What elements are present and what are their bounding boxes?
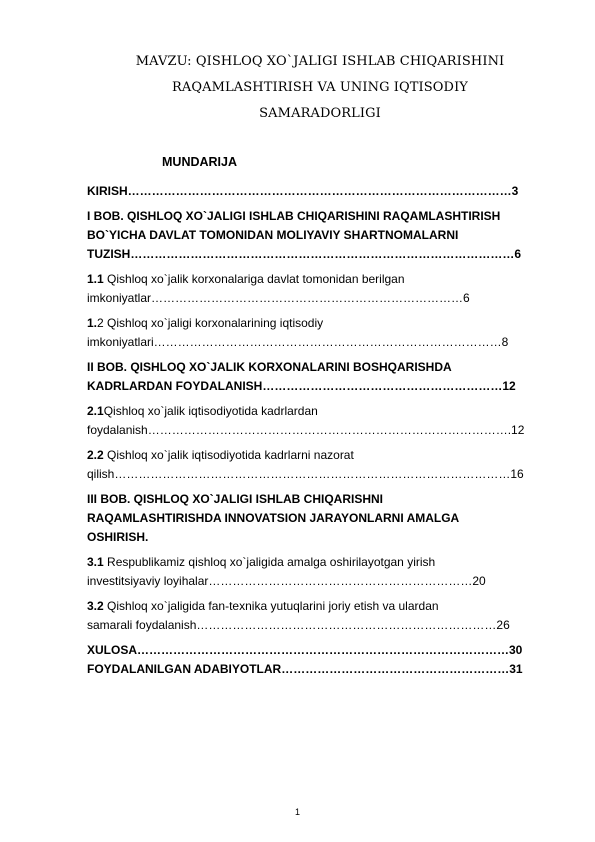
title-line: SAMARADORLIGI [259,106,381,121]
toc-entry-section-3-2 [87,597,557,635]
title-line: MAVZU: QISHLOQ XO`JALIGI ISHLAB CHIQARISHINI [135,54,505,69]
toc-line: foydalanish……………………………………………………………………………….12 [87,423,525,437]
toc-line: RAQAMLASHTIRISHDA INNOVATSION JARAYONLARNI AMALGA [87,511,460,525]
table-of-contents [87,182,557,679]
toc-line: Qishloq xo`jalik iqtisodiyotida kadrlarni nazorat [107,448,354,462]
toc-entry-section-3-1 [87,553,557,591]
section-number: 3.2 [87,599,104,613]
section-number: 1.1 [87,272,104,286]
toc-line: Qishloq xo`jalik korxonalariga davlat tomonidan berilgan [107,272,405,286]
contents-heading: MUNDARIJA [162,155,237,169]
section-number: 2.1 [87,404,104,418]
toc-entry-chapter-1 [87,207,557,264]
toc-line: I BOB. QISHLOQ XO`JALIGI ISHLAB CHIQARISHINI RAQAMLASHTIRISH [87,209,501,223]
toc-line: FOYDALANILGAN ADABIYOTLAR…………………………………………………31 [87,662,523,676]
toc-line: XULOSA…………………………………………………………………………………30 [87,643,523,657]
toc-line: OSHIRISH. [87,530,149,544]
toc-line: samarali foydalanish…………………………………………………………………26 [87,618,510,632]
page-number: 1 [294,807,300,817]
toc-line: imkoniyatlari……………………………………………………………………………8 [87,335,509,349]
toc-entry-conclusion-and-references [87,641,557,679]
toc-entry-chapter-2 [87,358,557,396]
toc-line: KADRLARDAN FOYDALANISH……………………………………………………12 [87,379,516,393]
toc-line: Respublikamiz qishloq xo`jaligida amalga oshirilayotgan yirish [107,555,436,569]
toc-line: III BOB. QISHLOQ XO`JALIGI ISHLAB CHIQARISHNI [87,492,384,506]
toc-line: TUZISH……………………………………………………………………………………6 [87,247,522,261]
section-number: 3.1 [87,555,104,569]
toc-line: Qishloq xo`jalik iqtisodiyotida kadrlardan [103,404,318,418]
toc-line: imkoniyatlar……………………………………………………………………6 [87,291,470,305]
section-number: 1. [87,316,98,330]
toc-entry-introduction [87,182,557,201]
toc-line: II BOB. QISHLOQ XO`JALIK KORXONALARINI BOSHQARISHDA [87,360,452,374]
toc-entry-section-2-1 [87,402,557,440]
toc-line: BO`YICHA DAVLAT TOMONIDAN MOLIYAVIY SHARTNOMALARNI [87,228,459,242]
toc-line: investitsiyaviy loyihalar…………………………………………………………20 [87,574,486,588]
toc-line: KIRISH……………………………………………………………………………………3 [87,184,519,198]
section-number: 2.2 [87,448,104,462]
toc-line: Qishloq xo`jaligida fan-texnika yutuqlarini joriy etish va ulardan [107,599,439,613]
title-line: RAQAMLASHTIRISH VA UNING IQTISODIY [172,80,468,95]
toc-entry-chapter-3 [87,490,557,547]
document-title [60,49,580,127]
toc-line: 2 Qishloq xo`jaligi korxonalarining iqtisodiy [97,316,324,330]
toc-entry-section-2-2 [87,446,557,484]
toc-entry-section-1-1 [87,270,557,308]
toc-entry-section-1-2 [87,314,557,352]
toc-line: qilish………………………………………………………………………………………16 [87,467,524,481]
